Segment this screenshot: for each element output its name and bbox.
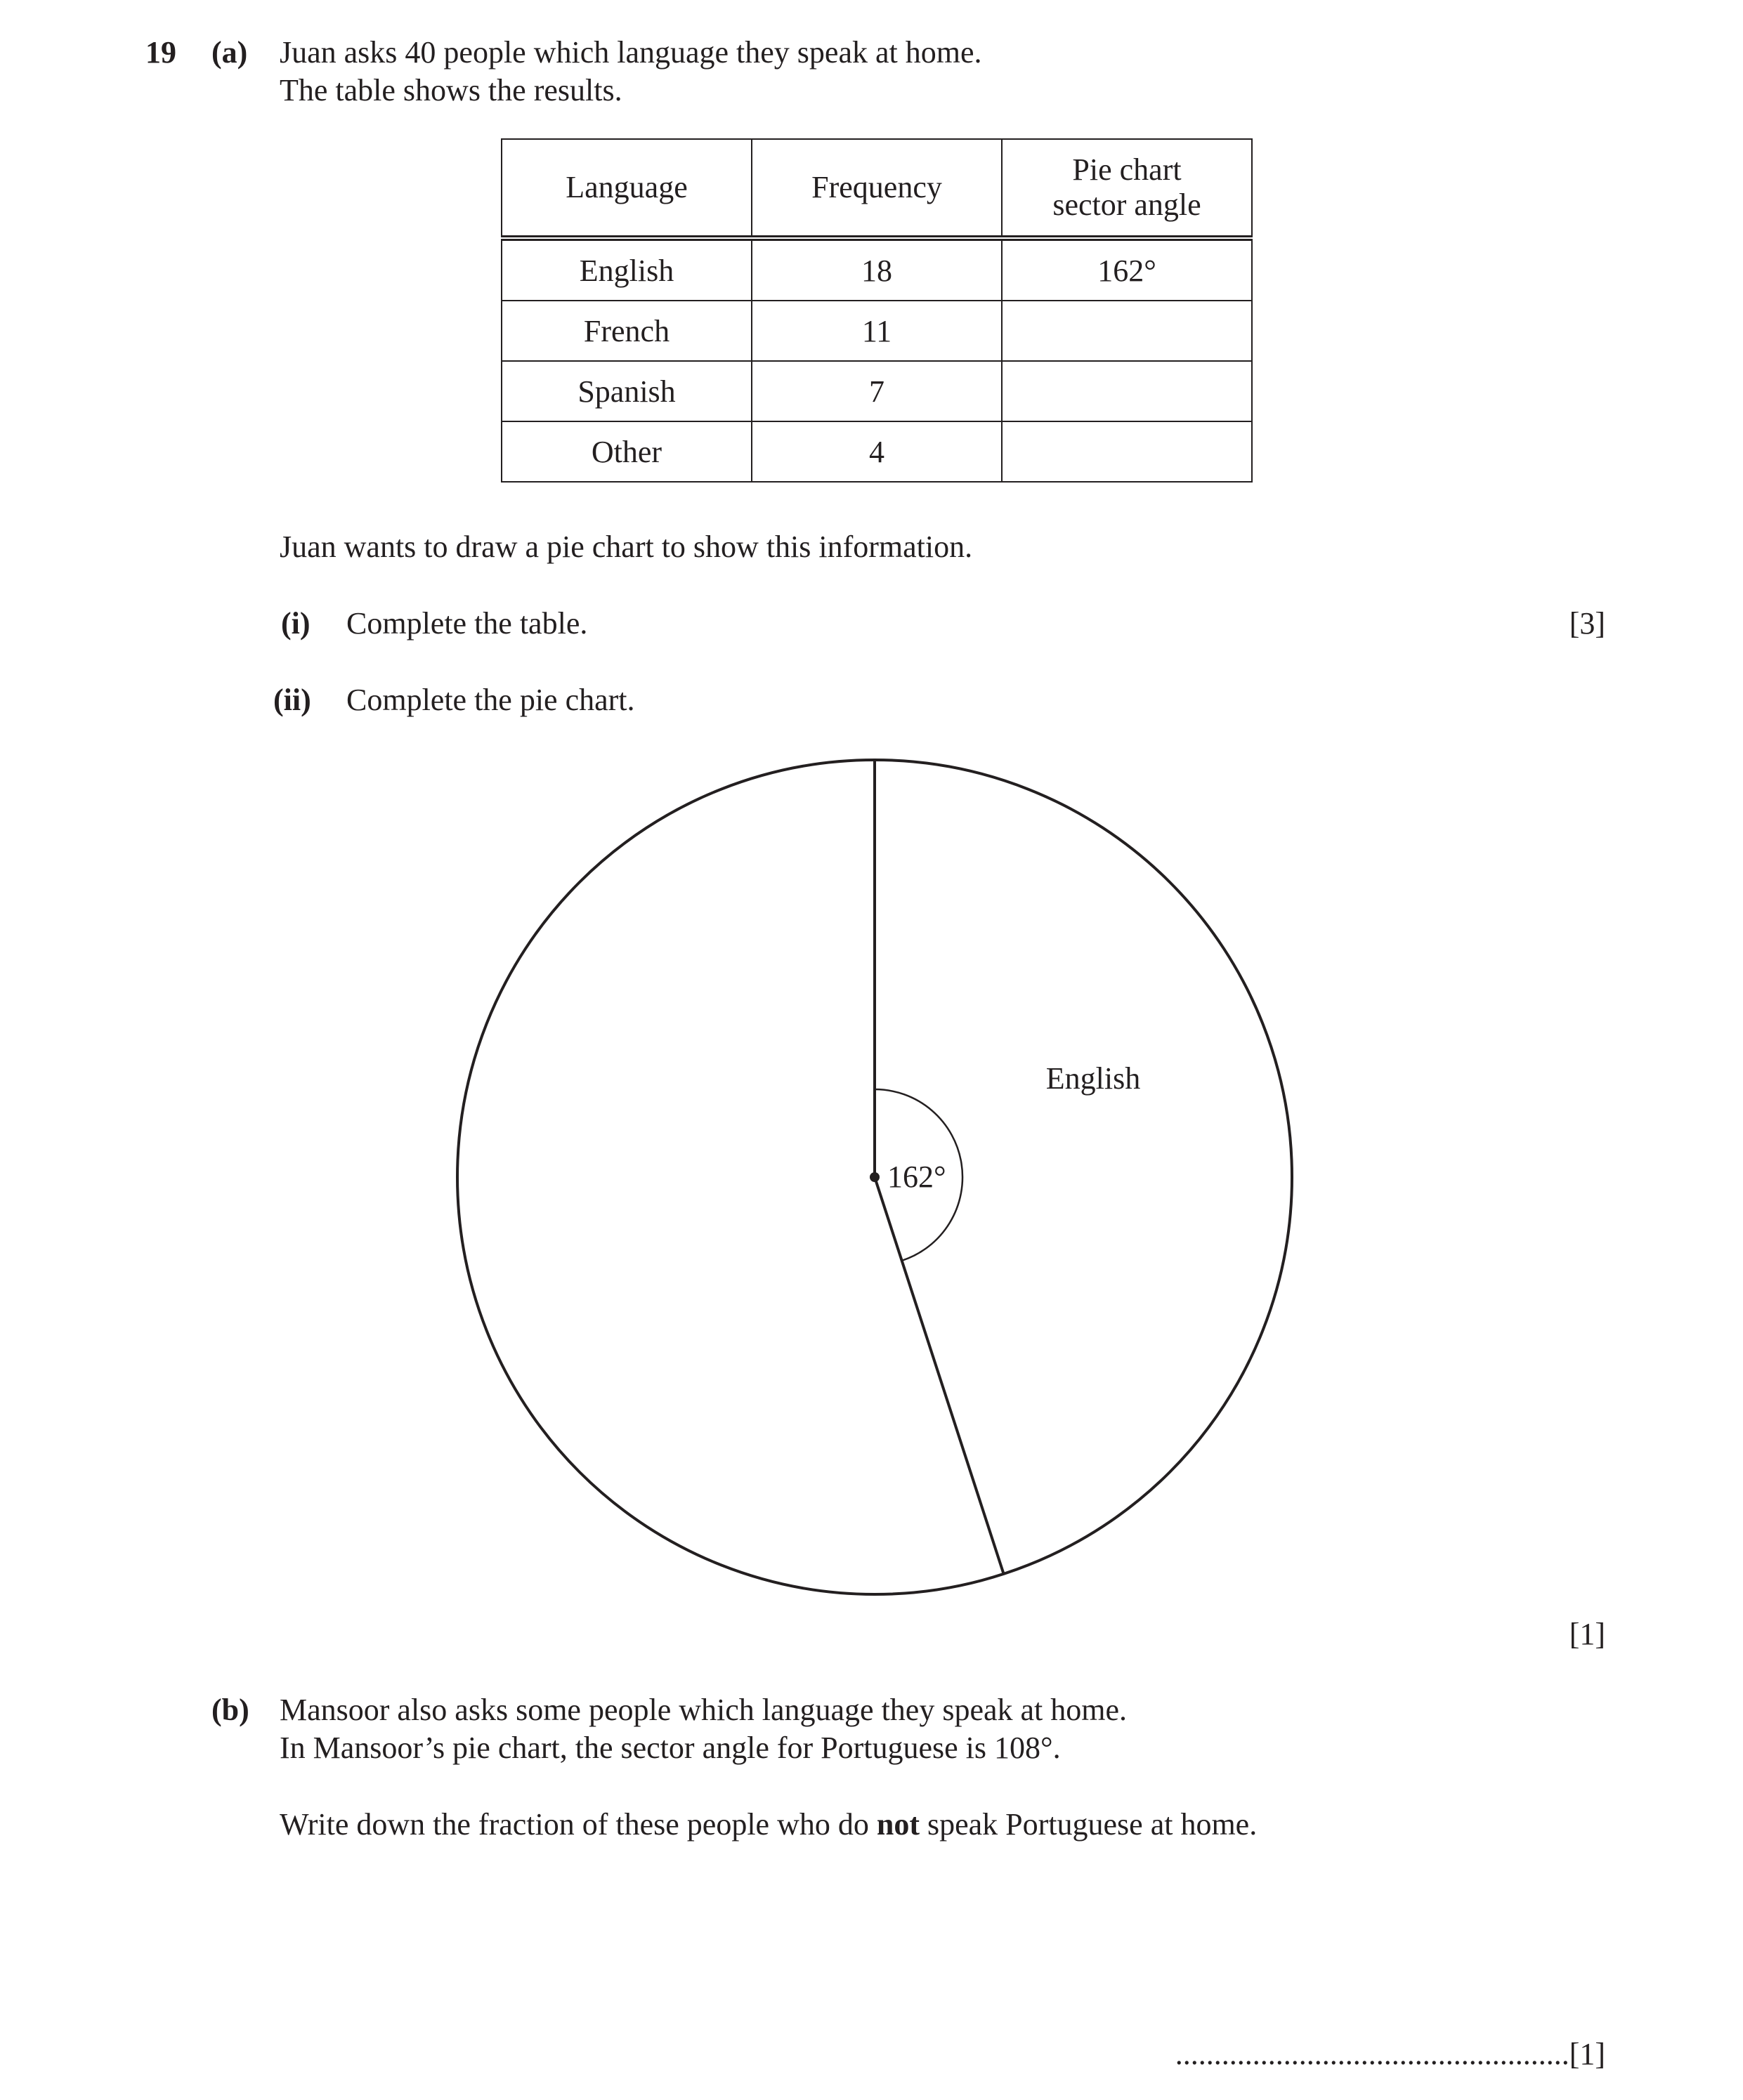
part-a-line-2: The table shows the results. [280, 73, 622, 107]
marks-part-b: [1] [1569, 2037, 1605, 2071]
sub-ii-text: Complete the pie chart. [346, 683, 635, 717]
answer-line [1175, 2035, 1605, 2073]
pie-intro-text: Juan wants to draw a pie chart to show this information. [280, 530, 973, 564]
cell-language: English [502, 238, 752, 301]
header-frequency: Frequency [752, 139, 1002, 238]
part-a-label: (a) [211, 35, 248, 70]
angle-label: 162° [887, 1160, 946, 1194]
part-b-q-bold: not [876, 1807, 920, 1842]
cell-frequency: 11 [752, 301, 1002, 361]
part-b-label: (b) [211, 1693, 249, 1727]
cell-frequency: 4 [752, 421, 1002, 482]
header-language: Language [502, 139, 752, 238]
cell-frequency: 18 [752, 238, 1002, 301]
cell-language: French [502, 301, 752, 361]
header-sector-angle-text: Pie chart sector angle [1052, 152, 1201, 222]
part-b-line-1: Mansoor also asks some people which language they speak at home. [280, 1693, 1128, 1727]
part-b-line-2: In Mansoor’s pie chart, the sector angle for Portuguese is 108°. [280, 1731, 1061, 1765]
cell-angle: 162° [1002, 238, 1252, 301]
sub-i-text: Complete the table. [346, 606, 588, 641]
question-number: 19 [145, 35, 176, 70]
sub-ii-label: (ii) [273, 683, 311, 717]
marks-sub-ii: [1] [1569, 1617, 1605, 1651]
sub-i-label: (i) [281, 606, 311, 641]
cell-language: Spanish [502, 361, 752, 421]
part-b-q-before: Write down the fraction of these people who do [280, 1807, 877, 1842]
part-b-question [280, 1806, 1257, 1844]
part-b-q-after: speak Portuguese at home. [919, 1807, 1258, 1842]
marks-sub-i: [3] [1569, 606, 1605, 641]
pie-centre-dot [870, 1172, 880, 1182]
cell-frequency: 7 [752, 361, 1002, 421]
cell-language: Other [502, 421, 752, 482]
part-a-line-1: Juan asks 40 people which language they speak at home. [280, 35, 982, 70]
answer-dots[interactable]: ................................................... [1175, 2037, 1569, 2071]
slice-label-english: English [1045, 1061, 1141, 1096]
